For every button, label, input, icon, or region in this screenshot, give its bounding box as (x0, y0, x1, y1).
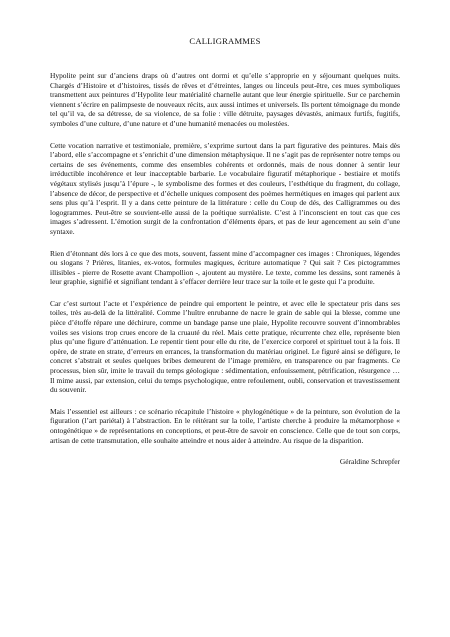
author-signature: Géraldine Schrepfer (339, 457, 400, 467)
paragraph-5: Mais l’essentiel est ailleurs : ce scénario récapitule l’histoire « phylogénétique » de la peinture, son évolution de la figuration (l’art pariétal) à l’abstraction. En le réitérant sur la toile, l’artiste cherche à produire la métamorphose « ontogénétique » de représentations en conceptions, et peut-être de savoir en conscience. Celle que de tout son corps, artisan de cette transmutation, elle souhaite atteindre et nous aider à atteindre. Au risque de la disparition. (50, 406, 400, 445)
document-title: CALLIGRAMMES (189, 36, 261, 46)
paragraph-3: Rien d’étonnant dès lors à ce que des mots, souvent, fassent mine d’accompagner ces images : Chroniques, légendes ou slogans ? Prières, litanies, ex-votos, formules magiques, écriture automatique ? Qui sait ? Ces pictogrammes illisibles - pierre de Rosette avant Champollion -, ajoutent au mystère. Le texte, comme les dessins, sont ramenés à leur graphie, signifié et signifiant tendant à s’effacer derrière leur trace sur la toile et le geste qui l’a produite. (50, 248, 400, 287)
paragraph-4: Car c’est surtout l’acte et l’expérience de peindre qui emportent le peintre, et avec elle le spectateur pris dans ses toiles, très au-delà de la littéralité. Comme l’huître enrubanne de nacre le grain de sable qui la blesse, comme une pièce d’étoffe répare une déchirure, comme un bandage panse une plaie, Hypolite recouvre souvent d’innombrables voiles ses visions trop crues encore de la cruauté du réel. Mais cette pratique, récurrente chez elle, représente bien plus qu’une figure d’atténuation. Le repentir tient pour elle du rite, de l’exercice corporel et spirituel tout à la fois. Il opère, de strate en strate, d’erreurs en errances, la transformation du matériau originel. Le figuré ainsi se défigure, le concret s’abstrait et seules quelques bribes demeurent de l’image première, en transparence ou par fragments. Ce processus, bien sûr, imite le travail du temps géologique : sédimentation, enfouissement, pétrification, résurgence … Il mime aussi, par extension, celui du temps psychologique, entre refoulement, oubli, conservation et travestissement du souvenir. (50, 298, 400, 395)
paragraph-2: Cette vocation narrative et testimoniale, première, s’exprime surtout dans la part figurative des peintures. Mais dès l’abord, elle s’accompagne et s’enrichit d’une dimension métaphysique. Il ne s’agit pas de représenter notre temps ou certains de ses événements, comme des ensembles cohérents et ordonnés, mais de nous donner à sentir leur irréductible incohérence et leur inacceptable barbarie. Le vocabulaire figuratif métaphorique - bestiaire et motifs végétaux stylisés jusqu’à l’épure -, le symbolisme des formes et des couleurs, l’esthétique du fragment, du collage, l’absence de décor, de perspective et d’échelle uniques composent des poèmes hermétiques en images qui parlent aux sens plus qu’à l’esprit. Il y a dans cette peinture de la littérature : celle du Coup de dés, des Calligrammes ou des logogrammes. Peut-être se souvient-elle aussi de la poétique surréaliste. C’est à l’inconscient en tout cas que ces images s’adressent. L’émotion surgit de la confrontation d’éléments épars, et pas de leur agencement au sein d’une syntaxe. (50, 140, 400, 236)
paragraph-1: Hypolite peint sur d’anciens draps où d’autres ont dormi et qu’elle s’approprie en y séjournant quelques nuits. Chargés d’Histoire et d’histoires, tissés de rêves et d’étreintes, langes ou linceuls peut-être, ces mues symboliques transmettent aux peintures d’Hypolite leur matérialité charnelle autant que leur énergie spirituelle. Sur ce parchemin viennent s’écrire en palimpseste de nouveaux récits, aux aussi intimes et universels. Ils portent témoignage du monde tel qu’il va, de sa détresse, de sa violence, de sa folie : ville détruite, paysages dévastés, animaux furtifs, fugitifs, symboles d’une culture, d’une nature et d’une humanité menacées ou molestées. (50, 71, 400, 128)
